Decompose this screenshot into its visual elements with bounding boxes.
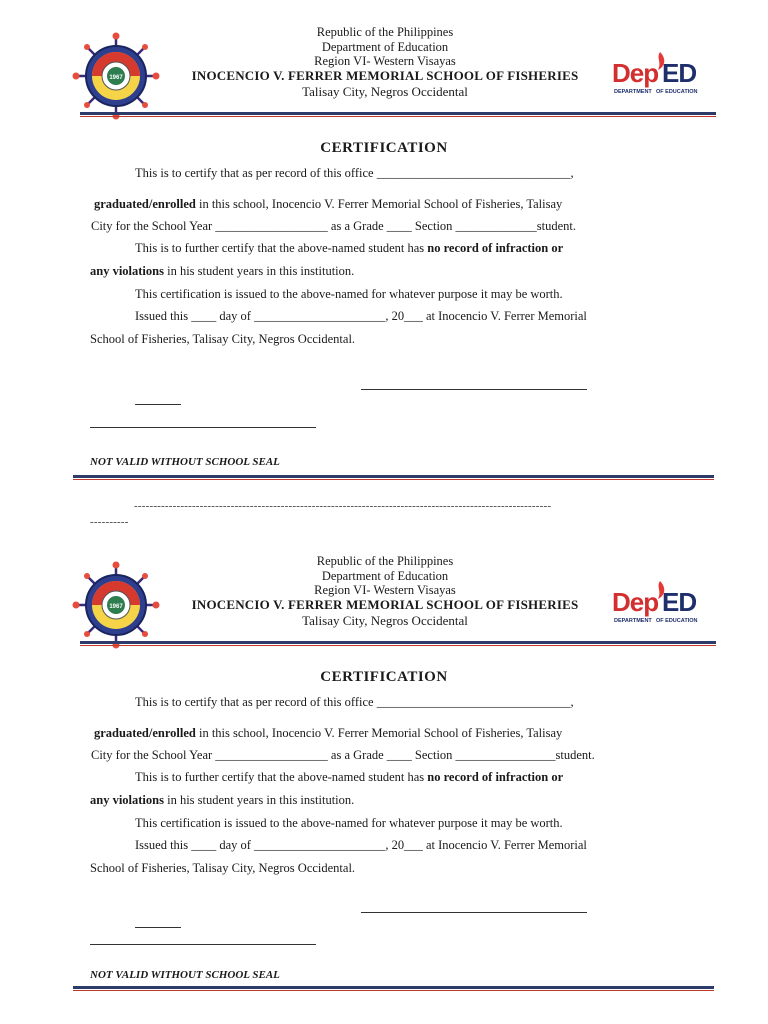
header-department: Department of Education [321,569,449,583]
further-bold: no record of infraction or [427,241,564,255]
body-line-location: School of Fisheries, Talisay City, Negros Occidental. [90,861,356,875]
body-line-further [135,770,563,785]
school-seal-logo [72,561,160,649]
further-pre: This is to further certify that the above-named student has [135,770,428,784]
body-line-location: School of Fisheries, Talisay City, Negros Occidental. [90,332,356,346]
svg-text:Dep: Dep [612,58,659,88]
short-line [135,404,181,405]
body-line-further [135,241,563,256]
enrolled-rest: in this school, Inocencio V. Ferrer Memorial School of Fisheries, Talisay [195,197,563,211]
certificate-top [0,20,768,490]
body-line-violations [90,793,354,808]
deped-logo [610,577,702,629]
further-bold: no record of infraction or [427,770,564,784]
not-valid-notice: NOT VALID WITHOUT SCHOOL SEAL [90,456,280,468]
header-city: Talisay City, Negros Occidental [302,84,468,99]
enrolled-bold: graduated/enrolled [94,726,196,740]
body-line-school-year: City for the School Year __________________ as a Grade ____ Section ________________student. [91,748,595,762]
header-region: Region VI- Western Visayas [314,54,456,68]
cut-line-dashes-wrap: ---------- [90,516,129,528]
body-line-enrolled [94,726,562,741]
cut-line-dashes: ------------------------------------------------------------------------------------------------------------ [134,500,552,512]
header-divider-navy [80,112,716,115]
certification-title: CERTIFICATION [320,669,448,685]
body-line-record: This is to certify that as per record of this office _______________________________, [135,695,574,709]
enrolled-rest: in this school, Inocencio V. Ferrer Memorial School of Fisheries, Talisay [195,726,563,740]
deped-subtitle-2: OF EDUCATION [656,618,698,624]
signature-line-right [361,389,587,390]
body-line-issued: Issued this ____ day of _____________________, 20___ at Inocencio V. Ferrer Memorial [135,838,587,852]
violations-rest: in his student years in this institution. [163,264,355,278]
deped-subtitle-1: DEPARTMENT [614,618,652,624]
certificate-bottom [0,549,768,1019]
body-line-purpose: This certification is issued to the above-named for whatever purpose it may be worth. [135,287,563,301]
seal-year: 1967 [109,604,123,610]
further-pre: This is to further certify that the above-named student has [135,241,428,255]
svg-text:ED: ED [662,587,697,617]
violations-bold: any violations [90,264,164,278]
signature-line-left [90,944,316,945]
header-divider-navy [80,641,716,644]
header-divider-red [80,116,716,117]
header-department: Department of Education [321,40,449,54]
seal-year: 1967 [109,75,123,81]
header-republic: Republic of the Philippines [316,25,454,39]
svg-text:ED: ED [662,58,697,88]
footer-divider-navy [73,986,714,989]
body-line-violations [90,264,354,279]
violations-bold: any violations [90,793,164,807]
body-line-enrolled [94,197,562,212]
svg-text:Dep: Dep [612,587,659,617]
certification-title: CERTIFICATION [320,140,448,156]
not-valid-notice: NOT VALID WITHOUT SCHOOL SEAL [90,969,280,981]
header-republic: Republic of the Philippines [316,554,454,568]
header-city: Talisay City, Negros Occidental [302,613,468,628]
footer-divider-red [73,479,714,480]
deped-subtitle-2: OF EDUCATION [656,89,698,95]
signature-line-left [90,427,316,428]
enrolled-bold: graduated/enrolled [94,197,196,211]
footer-divider-red [73,990,714,991]
signature-line-right [361,912,587,913]
header-region: Region VI- Western Visayas [314,583,456,597]
short-line [135,927,181,928]
deped-subtitle-1: DEPARTMENT [614,89,652,95]
violations-rest: in his student years in this institution. [163,793,355,807]
body-line-school-year: City for the School Year __________________ as a Grade ____ Section _____________student. [91,219,577,233]
body-line-issued: Issued this ____ day of _____________________, 20___ at Inocencio V. Ferrer Memorial [135,309,587,323]
deped-logo [610,48,702,100]
body-line-purpose: This certification is issued to the above-named for whatever purpose it may be worth. [135,816,563,830]
school-seal-logo [72,32,160,120]
footer-divider-navy [73,475,714,478]
header-school-name: INOCENCIO V. FERRER MEMORIAL SCHOOL OF FISHERIES [191,597,579,612]
header-divider-red [80,645,716,646]
header-school-name: INOCENCIO V. FERRER MEMORIAL SCHOOL OF FISHERIES [191,68,579,83]
body-line-record: This is to certify that as per record of this office _______________________________, [135,166,574,180]
